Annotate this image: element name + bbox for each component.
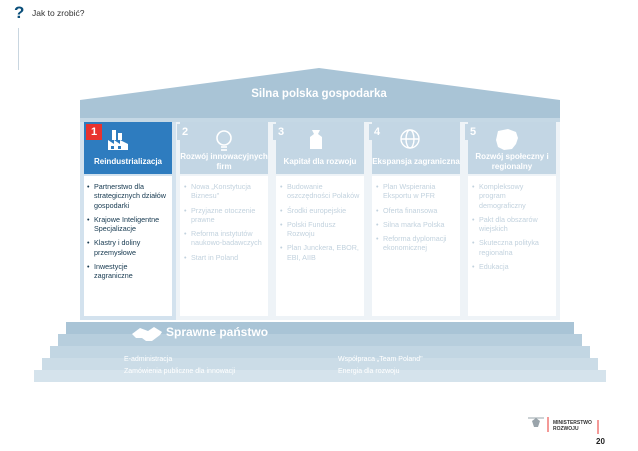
pillar-2-items	[184, 182, 264, 267]
list-item: • Przyjazne otoczenie prawne	[184, 206, 264, 225]
pillar-2-title: Rozwój innowacyjnych firm	[180, 152, 268, 171]
list-item: • Pakt dla obszarów wiejskich	[472, 215, 552, 234]
pillar-1-number: 1	[90, 126, 98, 138]
list-item: • Silna marka Polska	[376, 220, 456, 229]
pillar-3-items	[280, 182, 360, 267]
roof-title: Silna polska gospodarka	[251, 88, 387, 100]
foundation-item: E-administracja	[124, 356, 173, 363]
list-item: • Krajowe Inteligentne Specjalizacje	[87, 215, 167, 234]
list-item: • Start in Poland	[184, 253, 264, 262]
list-item: • Kompleksowy program demograficzny	[472, 182, 552, 210]
list-item: • Edukacja	[472, 262, 552, 271]
list-item: • Klastry i doliny przemysłowe	[87, 238, 167, 257]
foundation-item: Zamówienia publiczne dla innowacji	[124, 368, 236, 375]
pillar-1-items	[87, 182, 167, 286]
list-item: • Polski Fundusz Rozwoju	[280, 220, 360, 239]
pillar-1-title: Reindustrializacja	[93, 157, 163, 166]
list-item: • Reforma dyplomacji ekonomicznej	[376, 234, 456, 253]
ministry-logo-text: MINISTERSTWO ROZWOJU	[553, 420, 592, 432]
list-item: • Inwestycje zagraniczne	[87, 262, 167, 281]
pillar-4-items	[376, 182, 456, 258]
foundation-item: Energia dla rozwoju	[338, 368, 400, 375]
step-5	[34, 370, 606, 382]
list-item: • Budowanie oszczędności Polaków	[280, 182, 360, 201]
page-number: 20	[596, 437, 605, 446]
foundation-item: Współpraca „Team Poland"	[338, 356, 423, 363]
list-item: • Reforma instytutów naukowo-badawczych	[184, 229, 264, 248]
pillar-3-title: Kapitał dla rozwoju	[283, 157, 357, 166]
pillar-5-items	[472, 182, 552, 276]
list-item: • Nowa „Konstytucja Biznesu"	[184, 182, 264, 201]
list-item: • Plan Wspierania Eksportu w PFR	[376, 182, 456, 201]
foundation-title: Sprawne państwo	[166, 325, 269, 339]
list-item: • Środki europejskie	[280, 206, 360, 215]
roof-base	[80, 118, 560, 122]
page-title: Jak to zrobić?	[32, 8, 85, 18]
list-item: • Partnerstwo dla strategicznych działów gospodarki	[87, 182, 167, 210]
pillar-5-title: Rozwój społeczny i regionalny	[475, 152, 549, 171]
eagle-emblem-icon	[528, 418, 544, 427]
list-item: • Skuteczna polityka regionalna	[472, 238, 552, 257]
pillar-5-number: 5	[469, 126, 477, 138]
pillar-4-number: 4	[373, 126, 381, 138]
pillar-2-number: 2	[181, 126, 189, 138]
question-icon: ?	[14, 3, 25, 22]
pillar-3-number: 3	[277, 126, 285, 138]
list-item: • Oferta finansowa	[376, 206, 456, 215]
list-item: • Plan Junckera, EBOR, EBI, AIIB	[280, 243, 360, 262]
pillar-4-title: Ekspansja zagraniczna	[372, 157, 460, 166]
